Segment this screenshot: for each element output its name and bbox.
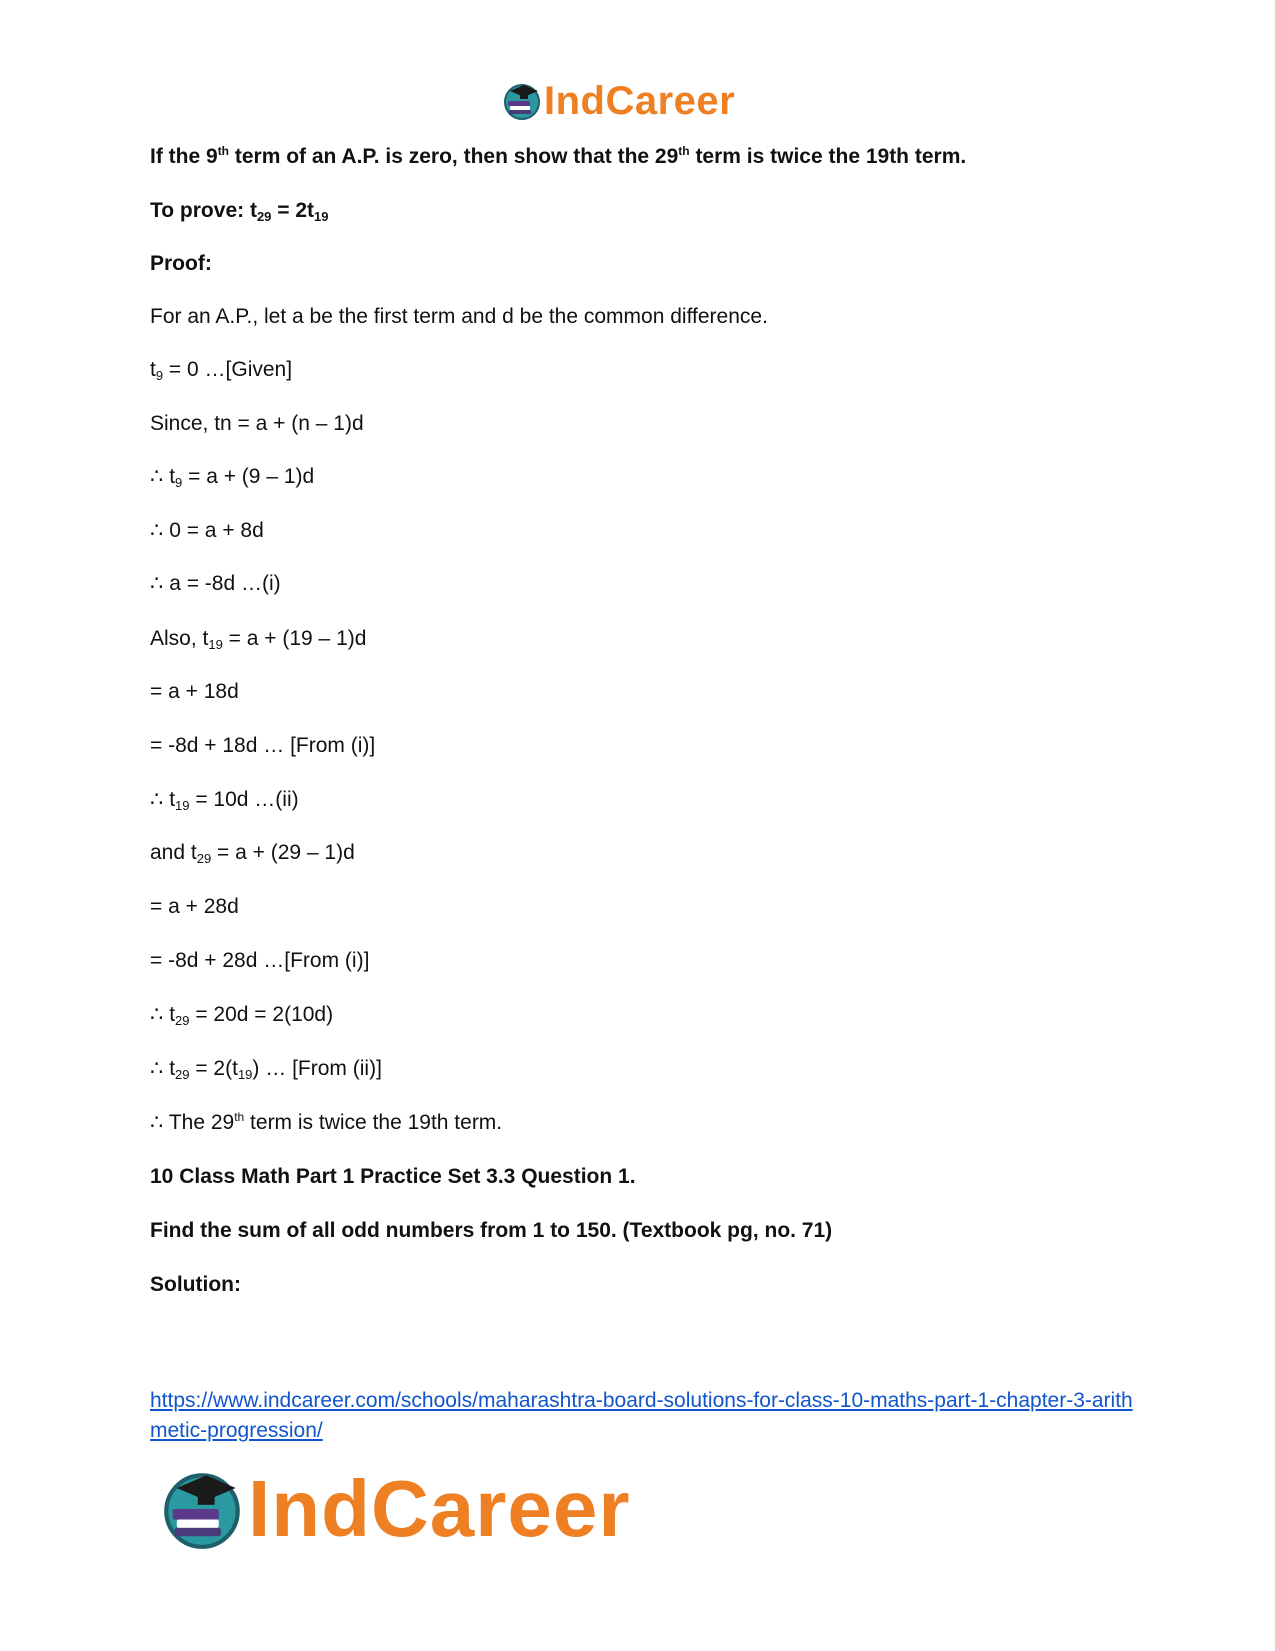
proof-line-3: Since, tn = a + (n – 1)d (150, 412, 364, 435)
proof-line-1: For an A.P., let a be the first term and d be the common difference. (150, 305, 768, 328)
solution-label: Solution: (150, 1273, 241, 1296)
proof-line-11: and $t_{29} = a + (29 - 1)d$ (150, 841, 355, 866)
proof-line-6: ∴ a = -8d …(i) (150, 572, 281, 595)
brand-name: IndCareer (248, 1464, 631, 1553)
footer-logo (160, 1464, 630, 1554)
proof-line-4: ∴ $t_9 = a + (9 - 1)d$ (150, 465, 315, 490)
graduation-globe-icon (502, 81, 542, 121)
question-text: If the 9th term of an A.P. is zero, then show that the 29th term is twice the 19th term. (150, 144, 967, 168)
proof-line-15: ∴ $t_{29} = 2(t_{19})$ … [From (ii)] (150, 1057, 382, 1082)
proof-line-13: = -8d + 28d …[From (i)] (150, 949, 370, 972)
proof-conclusion: ∴ The 29th term is twice the 19th term. (150, 1110, 503, 1134)
proof-line-9: = -8d + 18d … [From (i)] (150, 734, 376, 757)
proof-line-2: $t_9 = 0$ …[Given] (150, 358, 293, 383)
proof-label: Proof: (150, 252, 212, 275)
source-link[interactable]: https://www.indcareer.com/schools/maharashtra-board-solutions-for-class-10-maths-part-1-chapter-3-arithmetic-progression/ (150, 1389, 1133, 1442)
to-prove: To prove: $t_{29} = 2t_{19}$ (150, 199, 329, 224)
header-logo (502, 78, 735, 124)
proof-line-8: = a + 18d (150, 680, 239, 703)
proof-line-12: = a + 28d (150, 895, 239, 918)
next-question-heading: 10 Class Math Part 1 Practice Set 3.3 Question 1. (150, 1165, 636, 1188)
proof-line-10: ∴ $t_{19} = 10d$ …(ii) (150, 788, 299, 813)
next-question-text: Find the sum of all odd numbers from 1 to 150. (Textbook pg, no. 71) (150, 1219, 833, 1242)
proof-line-7: Also, $t_{19} = a + (19 - 1)d$ (150, 627, 367, 652)
proof-line-14: ∴ $t_{29} = 20d = 2(10d)$ (150, 1003, 334, 1028)
brand-name: IndCareer (544, 79, 736, 123)
graduation-globe-icon (160, 1467, 244, 1551)
proof-line-5: ∴ 0 = a + 8d (150, 519, 264, 542)
